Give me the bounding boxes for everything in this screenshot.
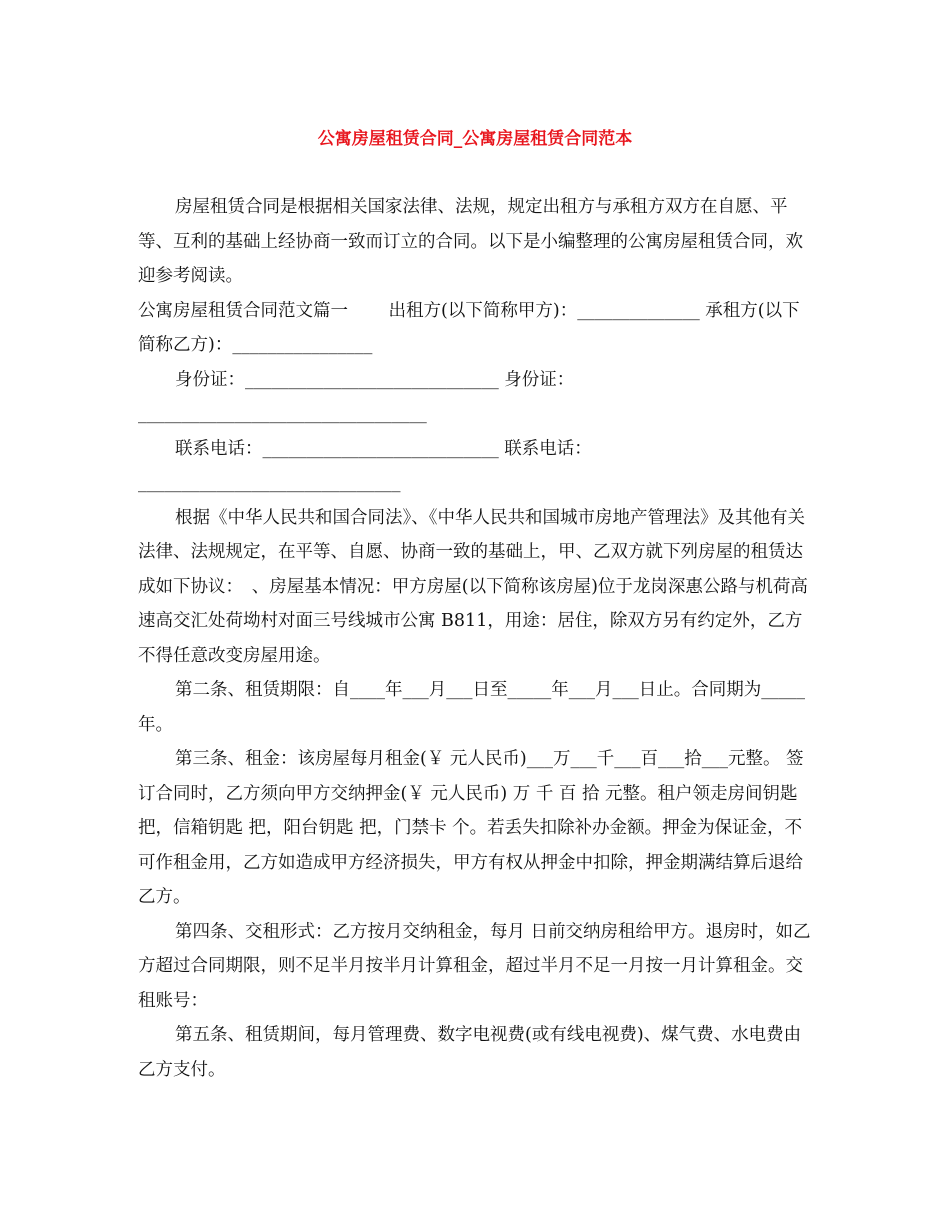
document-body: [138, 190, 813, 1087]
paragraph-article-5: 第五条、租赁期间，每月管理费、数字电视费(或有线电视费)、煤气费、水电费由乙方支付。: [138, 1025, 802, 1080]
paragraph-article-2: 第二条、租赁期限：自____年___月___日至_____年___月___日止。合同期为_____年。: [138, 680, 805, 735]
paragraph-article-1: 根据《中华人民共和国合同法》、《中华人民共和国城市房地产管理法》及其他有关法律、法规规定，在平等、自愿、协商一致的基础上，甲、乙双方就下列房屋的租赁达成如下协议： 、房屋基本情况：甲方房屋(以下简称该房屋)位于龙岗深惠公路与机荷高速高交汇处荷坳村对面三号线城市公寓 B811，用途：居住，除双方另有约定外，乙方不得任意改变房屋用途。: [138, 507, 808, 666]
paragraph-intro: 房屋租赁合同是根据相关国家法律、法规，规定出租方与承租方双方在自愿、平等、互利的基础上经协商一致而订立的合同。以下是小编整理的公寓房屋租赁合同，欢迎参考阅读。: [138, 197, 803, 286]
paragraph-phone: 联系电话：___________________________ 联系电话：______________________________: [138, 438, 592, 493]
paragraph-article-4: 第四条、交租形式：乙方按月交纳租金，每月 日前交纳房租给甲方。退房时，如乙方超过合同期限，则不足半月按半月计算租金，超过半月不足一月按一月计算租金。交租账号：: [138, 921, 811, 1011]
paragraph-parties: 公寓房屋租赁合同范文篇一 出租方(以下简称甲方)：______________ 承租方(以下简称乙方)：________________: [138, 300, 800, 355]
paragraph-article-3: 第三条、租金：该房屋每月租金(￥ 元人民币)___万___千___百___拾___元整。 签订合同时，乙方须向甲方交纳押金(￥ 元人民币) 万 千 百 拾 元整。租户领走房间钥匙 把，信箱钥匙 把，阳台钥匙 把，门禁卡 个。若丢失扣除补办金额。押金为保证金，不可作租金用，乙方如造成甲方经济损失，甲方有权从押金中扣除，押金期满结算后退给乙方。: [138, 749, 804, 907]
paragraph-id-card: 身份证：_____________________________ 身份证：_________________________________: [138, 369, 575, 424]
document-title: 公寓房屋租赁合同_公寓房屋租赁合同范本: [317, 129, 633, 149]
